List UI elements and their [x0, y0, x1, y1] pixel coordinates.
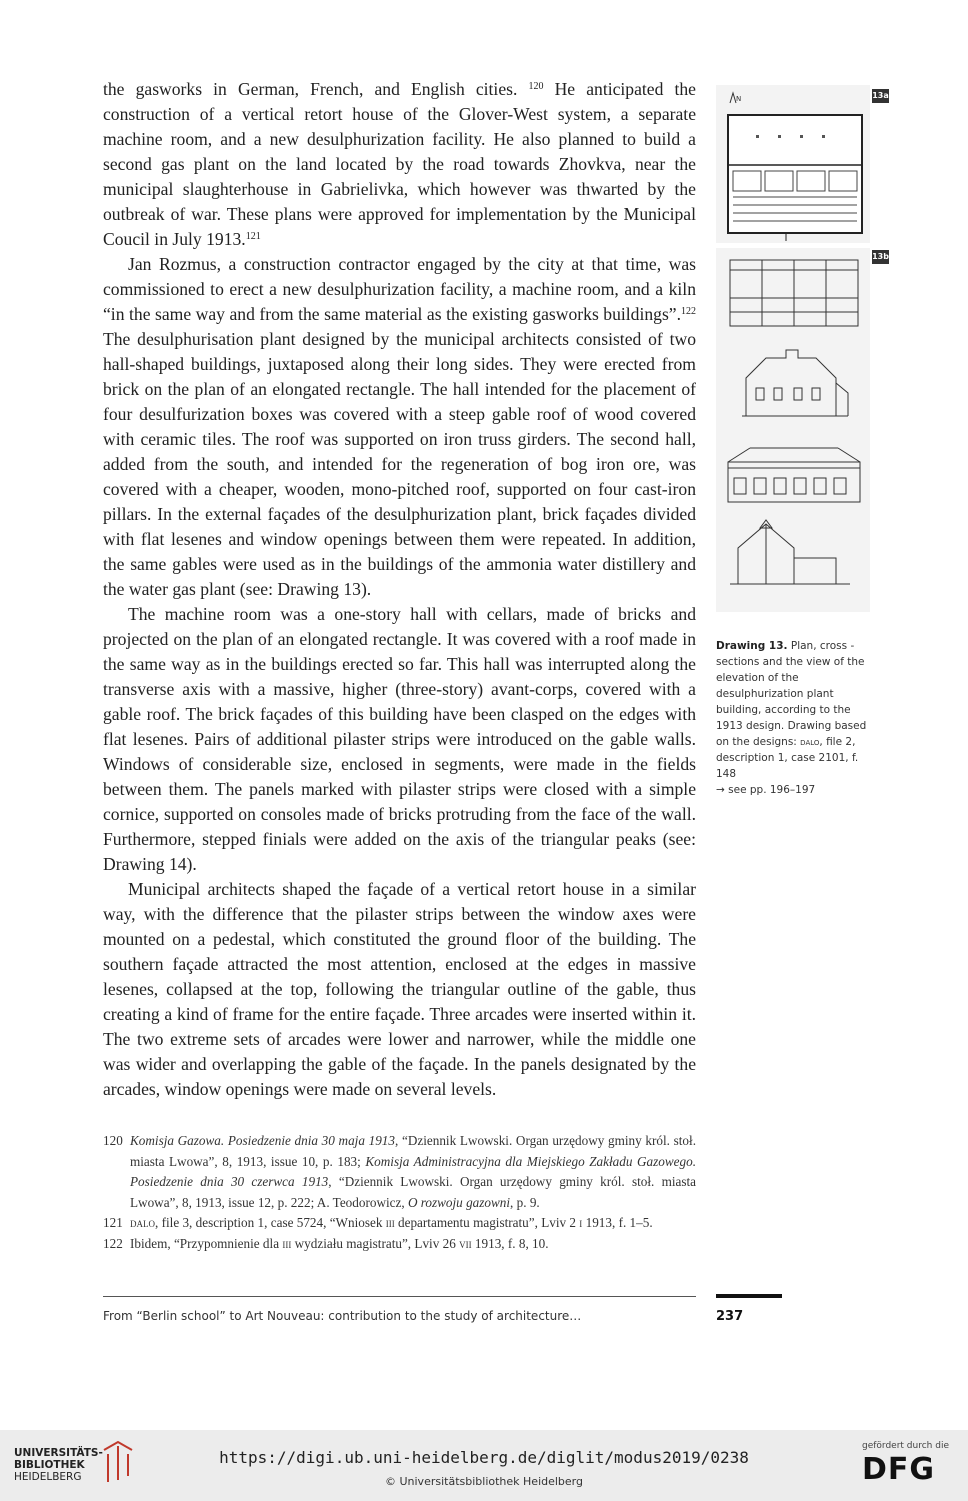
- permalink-url[interactable]: https://digi.ub.uni-heidelberg.de/diglit/modus2019/0238: [219, 1448, 749, 1467]
- running-title: From “Berlin school” to Art Nouveau: contribution to the study of architecture…: [103, 1309, 582, 1323]
- footnote-ref-121[interactable]: 121: [245, 231, 261, 242]
- figure-tag-13b: 13b: [872, 250, 889, 264]
- page-number: 237: [716, 1309, 744, 1324]
- paragraph-text: the gasworks in German, French, and English cities.: [103, 79, 529, 99]
- figure-tag-13a: 13a: [872, 89, 889, 103]
- paragraph-text: Jan Rozmus, a construction contractor engaged by the city at that time, was commissioned to erect a new desulphurization facility, a machine room, and a kiln “in the same way and from the same material as the existing gasworks buildings”.: [103, 254, 696, 324]
- paragraph-3: The machine room was a one-story hall with cellars, made of bricks and projected on the plan of an elongated rectangle. It was covered with a roof made in the same way as in the buildings erected so far. This hall was interrupted along the transverse axis with a massive, higher (three-story) avant-corps, covered with a gable roof. The brick façades of this building have been clasped on the edges with flat lesenes. Pairs of additional pilaster strips were introduced on the gable walls. Windows of considerable size, enclosed in segments, were made in the fields between them. The panels marked with pilaster strips were closed with a simple cornice, supported on consoles made of bricks protruding from the face of the wall. Furthermore, stepped finials were added on the axis of the triangular peaks (see: Drawing 14).: [103, 604, 696, 874]
- floor-plan-drawing: [716, 85, 870, 243]
- caption-see-link[interactable]: → see pp. 196–197: [716, 784, 816, 796]
- footnote-roman: vii: [459, 1235, 472, 1251]
- footnote-text: , file 3, description 1, case 5724, “Wniosek: [155, 1215, 386, 1230]
- figure-caption: [716, 638, 868, 798]
- funded-by-label: gefördert durch die: [862, 1441, 949, 1451]
- footnote-text: 1913, f. 1–5.: [582, 1215, 653, 1230]
- footnote-roman: iii: [282, 1235, 292, 1251]
- main-text: [103, 77, 696, 1102]
- footnotes: [103, 1131, 696, 1254]
- footnote-text: 1913, f. 8, 10.: [471, 1235, 549, 1251]
- caption-text: , file 2, description 1, case 2101, f. 148: [716, 736, 859, 780]
- footnote-number: 121: [103, 1215, 123, 1230]
- copyright-notice: © Universitätsbibliothek Heidelberg: [384, 1475, 583, 1488]
- footnote-text: , p. 9.: [510, 1194, 540, 1210]
- dfg-logo[interactable]: DFG: [862, 1452, 936, 1487]
- figure-13a-plan: [716, 85, 870, 243]
- footnote-text: , “Dziennik Lwowski. Organ urzędowy gminy król. stoł. miasta Lwowa”, 8, 1913, issue 12, p. 222; A. Teodorowicz,: [130, 1174, 696, 1210]
- footnote-title: O rozwoju gazowni: [407, 1194, 511, 1210]
- caption-label: Drawing 13.: [716, 640, 788, 652]
- footnote-121: [103, 1213, 696, 1234]
- logo-line: BIBLIOTHEK: [14, 1459, 85, 1471]
- footnote-number: 120: [103, 1133, 123, 1148]
- footer-rule: [103, 1296, 696, 1297]
- footnote-roman: iii: [385, 1215, 395, 1230]
- paragraph-text: The desulphurisation plant designed by the municipal architects consisted of two hall-shaped buildings, juxtaposed along their long sides. They were erected from brick on the plan of an elongated rectangle. The hall intended for the placement of four desulfurization boxes was covered with a steep gable roof of wood covered with ceramic tiles. The roof was supported on iron truss girders. The second hall, added from the south, and intended for the regeneration of bog iron ore, was covered with a cheaper, wooden, mono-pitched roof, supported on four cast-iron pillars. In the external façades of the desulphurization plant, brick façades divided with flat lesenes and window openings between them were repeated. In addition, the same gables were used as in the buildings of the ammonia water distillery and the water gas plant (see: Drawing 13).: [103, 329, 696, 599]
- north-arrow-label: N: [736, 95, 742, 103]
- paragraph-text: He anticipated the construction of a vertical retort house of the Glover-West system, a separate machine room, and a new desulphurization facility. He also planned to build a second gas plant on the land located by the road towards Zhovkva, near the municipal slaughterhouse in Gabrielivka, which however was thwarted by the outbreak of war. These plans were approved for implementation by the Municipal Coucil in July 1913.: [103, 79, 696, 249]
- footnote-title: Komisja Gazowa. Posiedzenie dnia 30 maja 1913: [130, 1133, 395, 1148]
- logo-line: HEIDELBERG: [14, 1471, 82, 1483]
- footnote-ref-120[interactable]: 120: [528, 81, 544, 92]
- paragraph-2: [103, 252, 696, 602]
- footnote-text: wydziału magistratu”, Lviv 26: [291, 1235, 460, 1251]
- page-number-rule: [716, 1294, 782, 1298]
- footnote-title: Komisja Administracyjna dla Miejskiego Zakładu Gazowego. Posiedzenie dnia 30 czerwca 1913: [130, 1153, 696, 1189]
- footnote-text: , “Dziennik Lwowski. Organ urzędowy gminy król. stoł. miasta Lwowa”, 8, 1913, issue 10, p. 183;: [130, 1133, 696, 1169]
- figure-13b-sections: [716, 248, 870, 612]
- paragraph-4: Municipal architects shaped the façade of a vertical retort house in a similar way, with the difference that the pilaster strips between the window axes were mounted on a pedestal, which constituted the ground floor of the building. The southern façade attracted the most attention, enclosed at the edges in massive lesenes, collapsed at the top, following the triangular outline of the gable, thus creating a kind of frame for the entire façade. Three arcades were inserted within it. The two extreme sets of arcades were lower and narrower, while the middle one was wider and overlapping the gable of the façade. In the panels designated by the arcades, window openings were made on several levels.: [103, 879, 696, 1099]
- footnote-archive: dalo: [130, 1215, 155, 1230]
- footnote-ref-122[interactable]: 122: [681, 306, 696, 317]
- footnote-roman: i: [579, 1215, 583, 1230]
- logo-line: UNIVERSITÄTS-: [14, 1447, 103, 1459]
- sections-elevations-drawing: [716, 248, 870, 612]
- footnote-text: Ibidem, “Przypomnienie dla: [130, 1235, 283, 1251]
- caption-archive: dalo: [800, 736, 820, 748]
- footnote-120: [103, 1131, 696, 1213]
- caption-text: Plan, cross -sections and the view of the elevation of the desulphurization plant building, according to the 1913 design. Drawing based on the designs:: [716, 640, 867, 748]
- footnote-text: departamentu magistratu”, Lviv 2: [394, 1215, 580, 1230]
- footnote-122: [103, 1234, 696, 1255]
- paragraph-1: [103, 77, 696, 252]
- footnote-number: 122: [103, 1235, 123, 1251]
